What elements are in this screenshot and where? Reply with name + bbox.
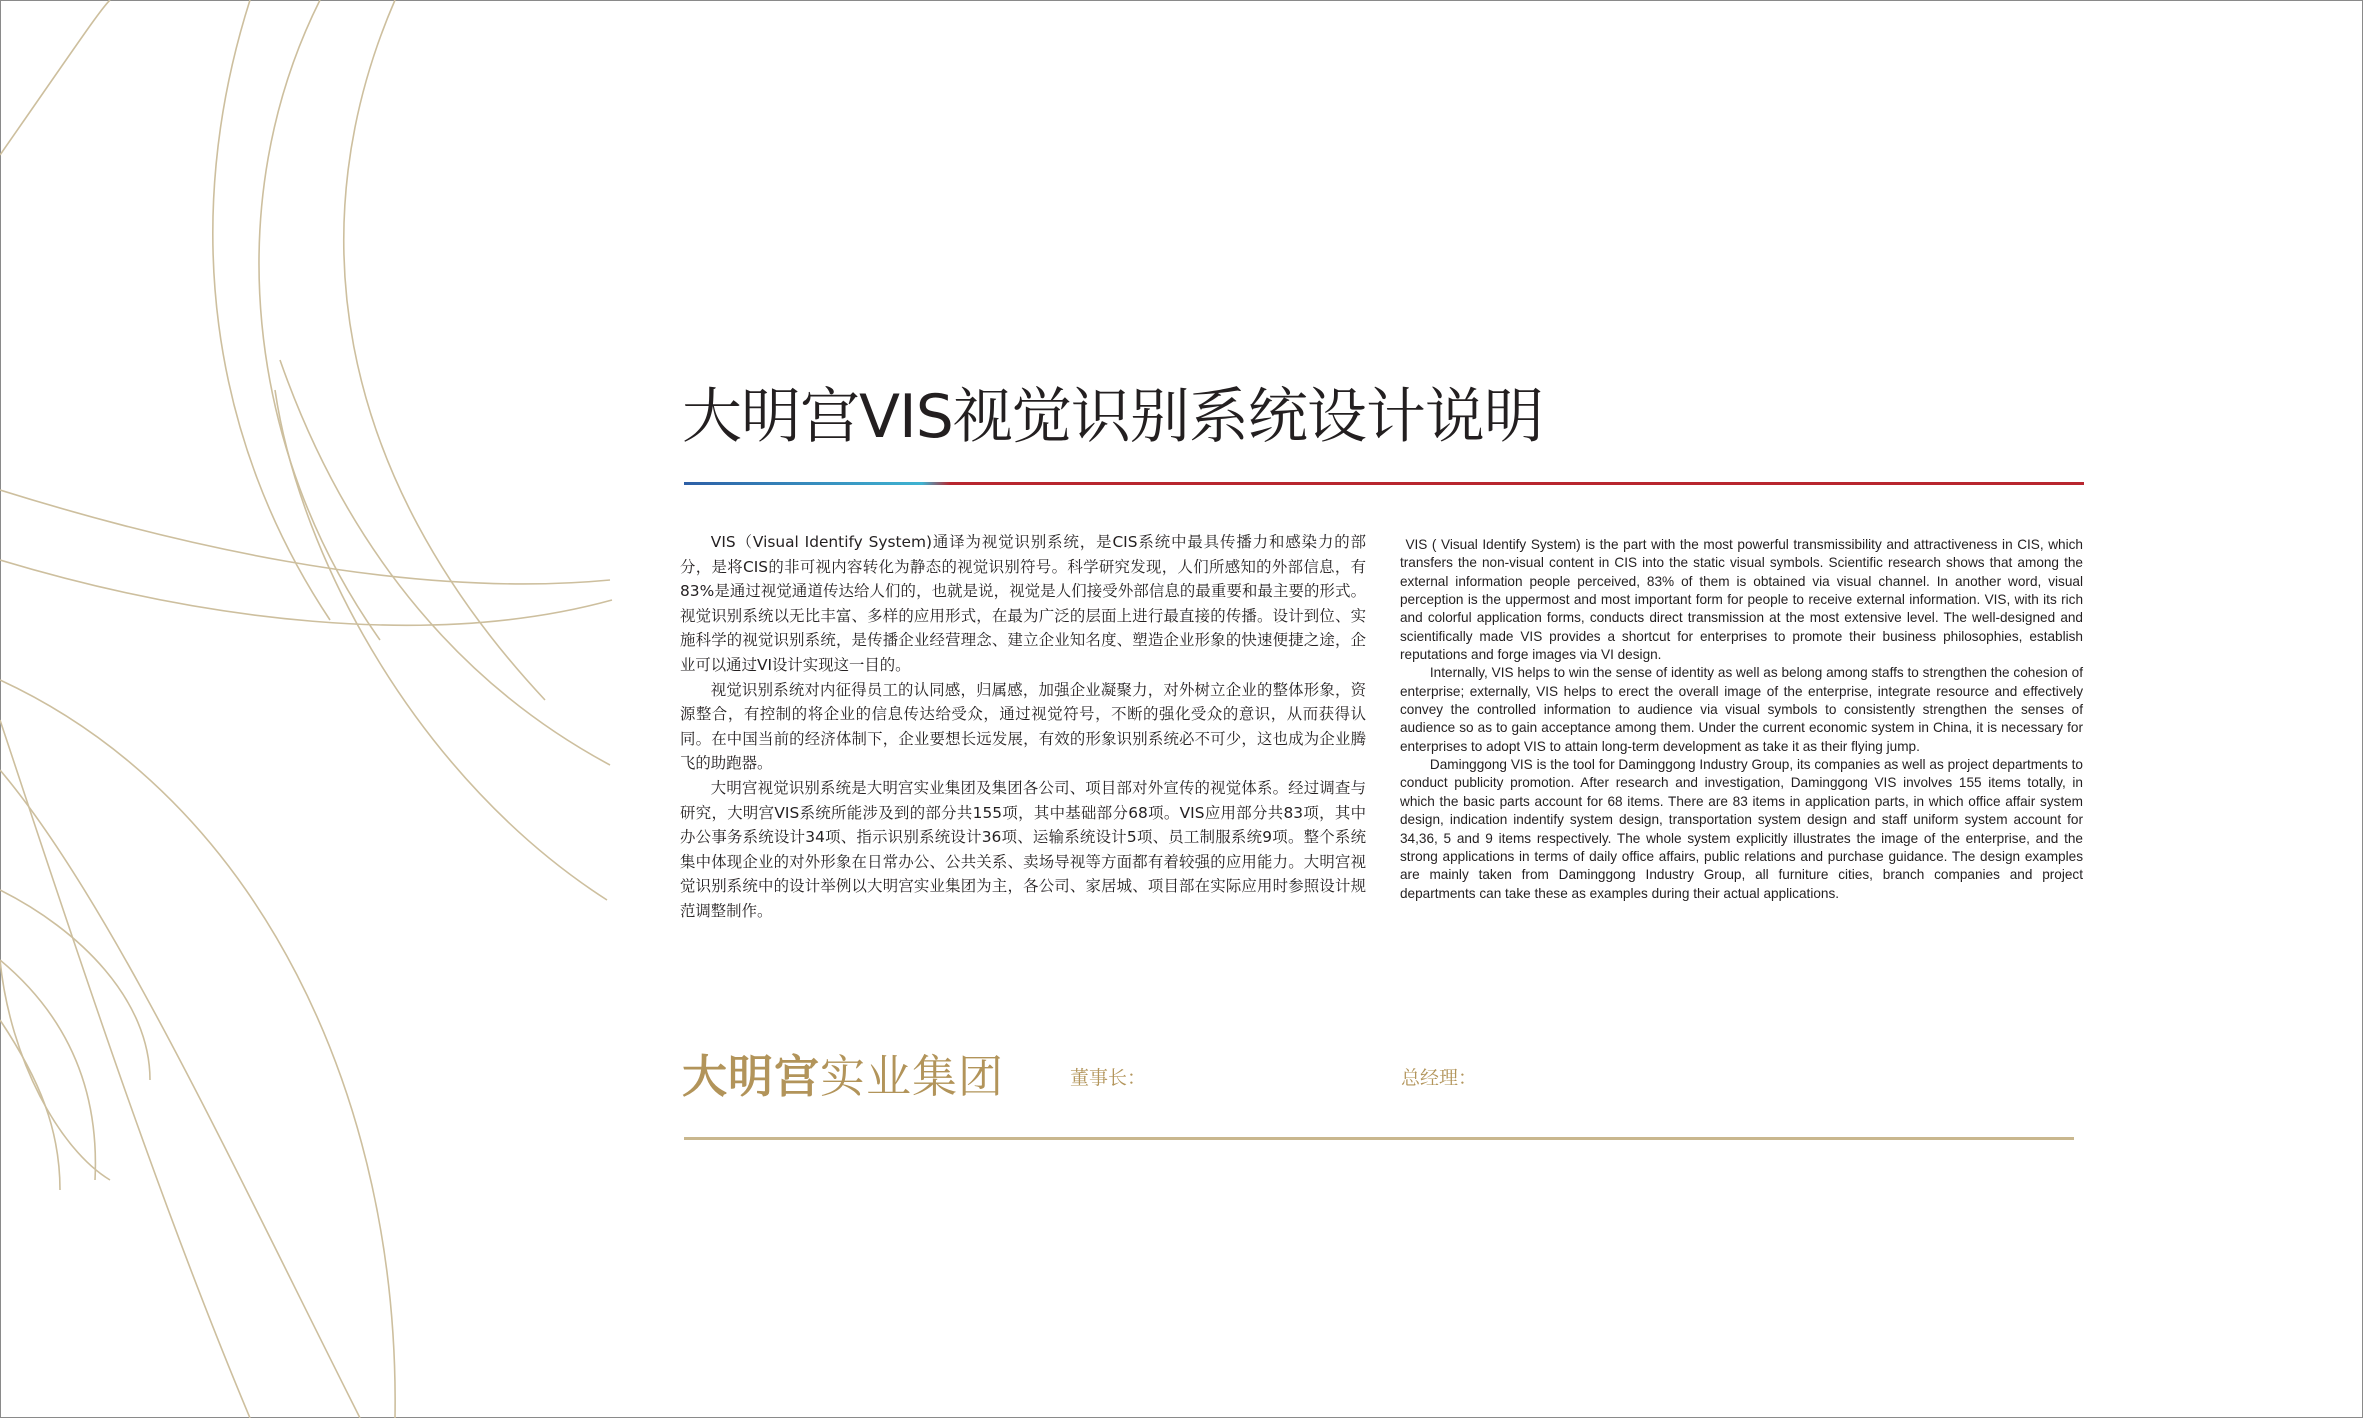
en-paragraph: VIS ( Visual Identify System) is the part with the most powerful transmissibility and attractiveness in CIS, which transfers the non-visual content in CIS into the static visual symbols. Scientific research shows that among the external information people perceived, 83% of them is obtained via visual channel. In another word, visual perception is the uppermost and most important form for people to receive external information. VIS, with its rich and colorful application forms, conducts direct transmission at the most extensive level. The well-designed and scientifically made VIS provides a shortcut for enterprises to promote their business philosophies, establish reputations and forge images via VI design. (1400, 537, 2083, 663)
bottom-divider (684, 1137, 2074, 1140)
chairman-signature-label: 董事长： (1070, 1067, 1147, 1089)
logo-name: 大明宫 (682, 1050, 821, 1103)
general-manager-signature-label: 总经理： (1401, 1067, 1478, 1089)
page-title: 大明宫VIS视觉识别系统设计说明 (682, 382, 1543, 452)
chinese-description (680, 530, 1366, 924)
cn-paragraph: VIS（Visual Identify System)通译为视觉识别系统，是CIS系统中最具传播力和感染力的部分，是将CIS的非可视内容转化为静态的视觉识别符号。科学研究发现，人们所感知的外部信息，有83%是通过视觉通道传达给人们的，也就是说，视觉是人们接受外部信息的最重要和最主要的形式。视觉识别系统以无比丰富、多样的应用形式，在最为广泛的层面上进行最直接的传播。设计到位、实施科学的视觉识别系统，是传播企业经营理念、建立企业知名度、塑造企业形象的快速便捷之途，企业可以通过VI设计实现这一目的。 (680, 533, 1366, 674)
decorative-swirl-lines (0, 0, 640, 1418)
en-paragraph: Internally, VIS helps to win the sense of identity as well as belong among staffs to strengthen the cohesion of enterprise; externally, VIS helps to erect the overall image of the enterprise, integrate resource and effectively convey the controlled information to audience via visual symbols to consistently strengthen the senses of audience so as to gain acceptance among them. Under the current economic system in China, it is necessary for enterprises to adopt VIS to attain long-term development as take it as their flying jump. (1400, 665, 2083, 754)
english-description (1400, 536, 2083, 903)
logo-suffix: 实业集团 (820, 1050, 1005, 1103)
cn-paragraph: 大明宫视觉识别系统是大明宫实业集团及集团各公司、项目部对外宣传的视觉体系。经过调查与研究，大明宫VIS系统所能涉及到的部分共155项，其中基础部分68项。VIS应用部分共83项，其中办公事务系统设计34项、指示识别系统设计36项、运输系统设计5项、员工制服系统9项。整个系统集中体现企业的对外形象在日常办公、公共关系、卖场导视等方面都有着较强的应用能力。大明宫视觉识别系统中的设计举例以大明宫实业集团为主，各公司、家居城、项目部在实际应用时参照设计规范调整制作。 (680, 778, 1366, 920)
cn-paragraph: 视觉识别系统对内征得员工的认同感，归属感，加强企业凝聚力，对外树立企业的整体形象，资源整合，有控制的将企业的信息传达给受众，通过视觉符号，不断的强化受众的意识，从而获得认同。在中国当前的经济体制下，企业要想长远发展，有效的形象识别系统必不可少，这也成为企业腾飞的助跑器。 (680, 680, 1366, 773)
en-paragraph: Daminggong VIS is the tool for Daminggong Industry Group, its companies as well as project departments to conduct publicity promotion. After research and investigation, Daminggong VIS involves 155 items totally, in which the basic parts account for 68 items. There are 83 items in application parts, in which office affair system design, indication indentify system design, transportation system design and staff uniform system account for 34,36, 5 and 9 items respectively. The whole system explicitly illustrates the image of the enterprise, and the strong applications in terms of daily office affairs, public relations and purchase guidance. The design examples are mainly taken from Daminggong Industry Group, all furniture cities, branch companies and project departments can take these as examples during their actual applications. (1400, 757, 2083, 901)
title-underline (684, 482, 2084, 485)
company-logo (682, 1040, 1005, 1103)
